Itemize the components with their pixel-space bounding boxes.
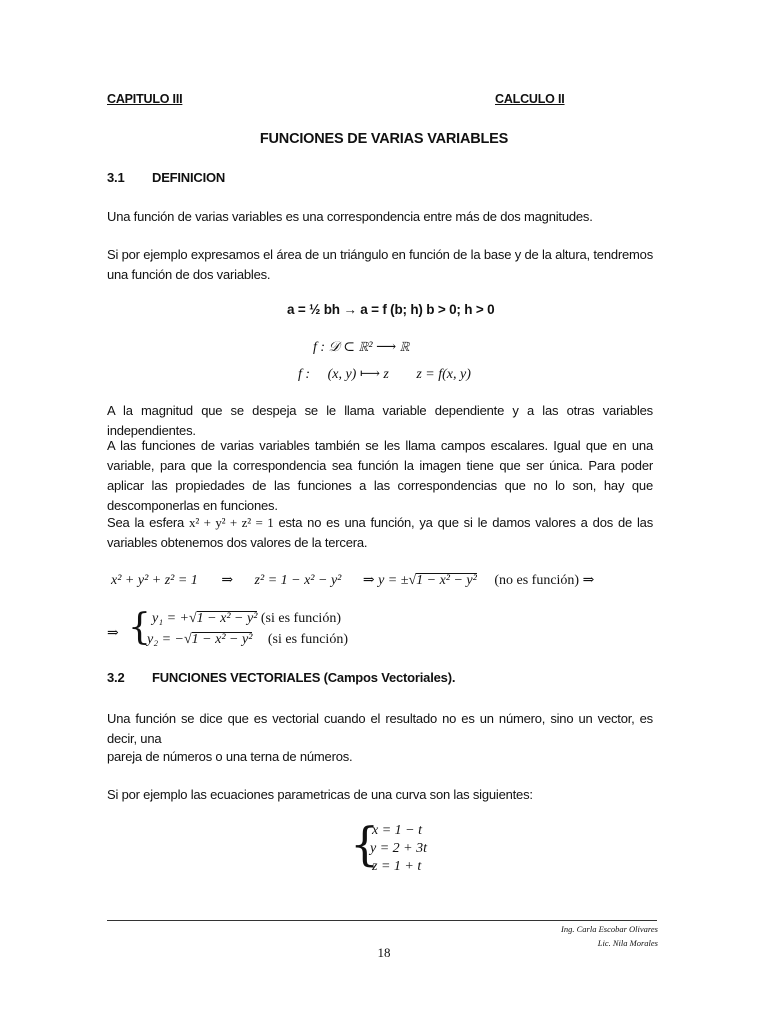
footer-divider xyxy=(107,920,657,921)
paragraph-example: Si por ejemplo expresamos el área de un triángulo en función de la base y de la altura, tendremos una función de dos variables. xyxy=(107,247,653,282)
paragraph-parametric: Si por ejemplo las ecuaciones parametricas de una curva son las siguientes: xyxy=(107,787,533,802)
equation-z-squared: z² = 1 − x² − y² xyxy=(254,573,342,588)
section-title: FUNCIONES VECTORIALES (Campos Vectoriales). xyxy=(152,670,456,685)
case-negative-lhs: y₂ = − xyxy=(147,632,184,647)
page-number: 18 xyxy=(377,945,391,960)
equation-not-function-note: (no es función) ⇒ xyxy=(494,573,595,588)
header-chapter: CAPITULO III xyxy=(107,92,183,106)
paragraph-vector-pair: pareja de números o una terna de números. xyxy=(107,749,353,764)
equation-radicand: 1 − x² − y² xyxy=(416,573,477,588)
paragraph-scalar-fields: A las funciones de varias variables también se les llama campos escalares. Igual que en una variable, para que la correspondencia sea función la imagen tiene que ser única. Para poder aplicar las propiedades de las funciones a las correspondencias que no lo son, hay que descomponerlas en funciones. xyxy=(107,438,653,513)
equation-y-solution: ⇒ y = ± xyxy=(362,573,409,588)
case-negative-radicand: 1 − x² − y² xyxy=(191,632,253,647)
equation-domain-map: f : 𝒟 ⊂ ℝ² ⟶ ℝ xyxy=(313,340,410,355)
equation-map-definition: z = f(x, y) xyxy=(416,367,471,382)
sqrt-icon: √ xyxy=(408,573,417,588)
parametric-x: x = 1 − t xyxy=(372,823,422,838)
case-negative xyxy=(147,632,348,648)
case-positive-lhs: y₁ = + xyxy=(152,611,189,626)
paragraph-definition: Una función de varias variables es una correspondencia entre más de dos magnitudes. xyxy=(107,209,593,224)
paragraph-sphere xyxy=(107,513,653,553)
section-number: 3.1 xyxy=(107,170,125,185)
sqrt-icon: √ xyxy=(183,632,192,647)
footer-author-1: Ing. Carla Escobar Olivares xyxy=(561,924,658,934)
left-brace-icon: { xyxy=(350,817,380,871)
case-negative-note: (si es función) xyxy=(267,632,348,647)
equation-sphere: x² + y² + z² = 1 xyxy=(111,573,198,588)
arrow-right-icon: → xyxy=(343,302,357,317)
case-positive-radicand: 1 − x² − y² xyxy=(196,611,258,626)
sphere-intro: Sea la esfera xyxy=(107,515,185,530)
left-brace-icon: { xyxy=(128,607,151,648)
equation-function-map xyxy=(298,366,471,383)
equation-map-label: f : xyxy=(298,367,311,382)
section-title: DEFINICION xyxy=(152,170,226,185)
equation-area-lhs: a = ½ bh xyxy=(287,302,340,317)
parametric-z: z = 1 + t xyxy=(372,859,422,874)
sphere-explanation: esta no es una función, ya que si le damos valores a dos de las variables obtenemos dos valores de la tercera. xyxy=(107,515,653,550)
parametric-equations xyxy=(372,822,427,876)
equation-area-rhs: a = f (b; h) b > 0; h > 0 xyxy=(360,302,495,317)
equation-sphere-derivation xyxy=(111,572,594,589)
header-course: CALCULO II xyxy=(495,92,565,106)
page-title: FUNCIONES DE VARIAS VARIABLES xyxy=(259,131,509,147)
implies-icon: ⇒ xyxy=(221,573,234,588)
equation-map-arrow: (x, y) ⟼ z xyxy=(327,367,389,382)
sqrt-icon: √ xyxy=(188,611,197,626)
case-positive-note: (si es función) xyxy=(260,611,341,626)
footer-author-2: Lic. Nila Morales xyxy=(597,938,658,948)
equation-area xyxy=(287,302,494,317)
case-positive xyxy=(152,611,341,627)
parametric-y: y = 2 + 3t xyxy=(370,841,427,856)
implies-icon: ⇒ xyxy=(107,626,119,641)
sphere-inline-equation: x² + y² + z² = 1 xyxy=(189,515,274,530)
paragraph-dependent-variable: A la magnitud que se despeja se le llama variable dependiente y a las otras variables independientes. xyxy=(107,403,653,438)
section-number: 3.2 xyxy=(107,670,125,685)
paragraph-vector-definition: Una función se dice que es vectorial cuando el resultado no es un número, sino un vector, es decir, una xyxy=(107,711,653,746)
